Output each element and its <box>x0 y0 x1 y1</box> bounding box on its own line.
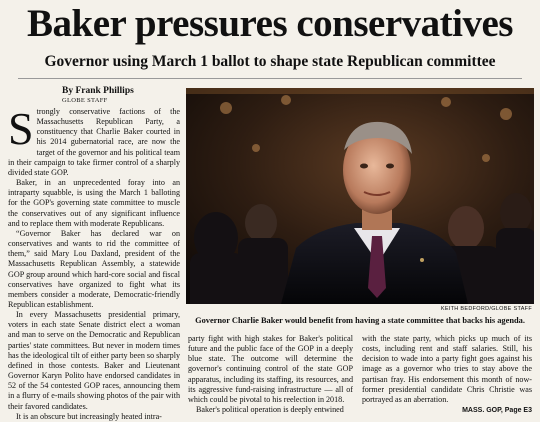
byline: By Frank Phillips <box>62 86 134 96</box>
headline: Baker pressures conservatives <box>27 2 513 45</box>
article-paragraph: “Governor Baker has declared war on conservatives and wants to rid the committee of them,” said Mary Lou Daxland, president of the Massachusetts Republican Assembly, a statewide GOP group around which hard-core social and fiscal conservatives have organized to fight what its members consider a moderate, Democratic-friendly Republican establishment. <box>8 228 180 309</box>
article-photo <box>186 88 534 304</box>
byline-affiliation: GLOBE STAFF <box>62 97 108 104</box>
article-paragraph: In every Massachusetts presidential primary, voters in each state Senate district elect a woman and man to serve on the Democratic and Republican parties' state committees. But never in modern times has the ideological tilt of either party been so sharply defined in those contests. Baker and Lieutenant Governor Karyn Polito have endorsed candidates in 52 of the 54 contested GOP races, announcing them in a flurry of e-mails showing photos of the pair with their favored candidates. <box>8 310 180 411</box>
article-paragraph: with the state party, which picks up much of its costs, including rent and staff salaries. Still, his decision to wade into a party fight goes against his image as a governor who tries to stay above the partisan fray. His endorsement this month of now-former presidential candidate Chris Christie was portrayed as an aberration. <box>362 334 532 404</box>
divider-rule <box>18 78 522 79</box>
article-paragraph: It is an obscure but increasingly heated intra- <box>16 411 162 421</box>
article-paragraph: Strongly conservative factions of the Massachusetts Republican Party, a constituency that Charlie Baker courted in his 2014 gubernatorial race, are now the target of the governor and his political team in their campaign to take firmer control of a sharply divided state GOP. <box>8 103 180 177</box>
photo-caption: Governor Charlie Baker would benefit from having a state committee that backs his agenda. <box>195 316 525 325</box>
article-column-3 <box>362 334 532 416</box>
article-paragraph: Baker, in an unprecedented foray into an intraparty squabble, is using the March 1 balloting for the GOP's governing state committee to muscle the conservatives out of any significant influence and to replace them with moderate Republicans. <box>8 178 180 228</box>
article-paragraph: party fight with high stakes for Baker's political future and the public face of the GOP in a deeply blue state. The outcome will determine the governor's continuing control of the state GOP apparatus, including its staffing, its resources, and its aggressive fund-raising infrastructure — all of which could be pivotal to his reelection in 2018. <box>188 334 353 404</box>
drop-cap: S <box>8 103 34 154</box>
article-column-2 <box>188 334 353 415</box>
article-column-1 <box>8 103 180 422</box>
article-paragraph: Baker's political operation is deeply entwined <box>196 405 344 415</box>
continuation-jump: MASS. GOP, Page E3 <box>462 407 532 415</box>
subheadline: Governor using March 1 ballot to shape state Republican committee <box>44 53 496 70</box>
photo-credit: KEITH BEDFORD/GLOBE STAFF <box>440 306 532 312</box>
